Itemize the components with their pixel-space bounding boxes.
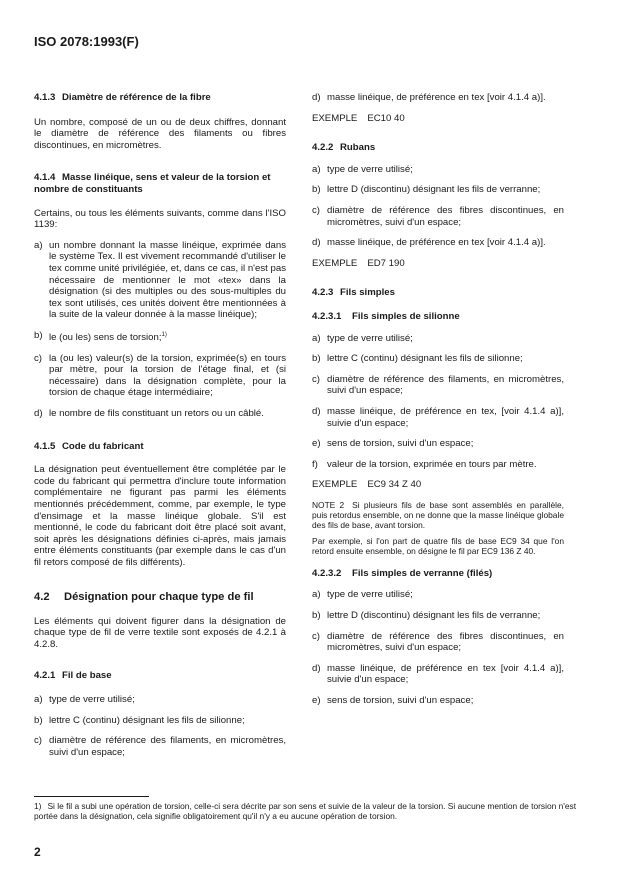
paragraph-4-1-3: Un nombre, composé de un ou de deux chiffres, donnant le diamètre de référence des filaments ou fibres discontinues, en micromètres.: [34, 116, 286, 151]
list-item: a) type de verre utilisé;: [312, 589, 413, 601]
paragraph-4-2: Les éléments qui doivent figurer dans la désignation de chaque type de fil de verre textile sont exposés de 4.2.1 à 4.2.8.: [34, 615, 286, 650]
heading-4-2-1: 4.2.1 Fil de base: [34, 670, 112, 682]
list-item: d) le nombre de fils constituant un retors ou un câblé.: [34, 408, 264, 420]
list-item: c) diamètre de référence des filaments, en micromètres, suivi d'un espace;: [34, 735, 286, 758]
heading-4-1-3: 4.1.3 Diamètre de référence de la fibre: [34, 92, 211, 103]
list-item: b) lettre D (discontinu) désignant les fils de verranne;: [312, 184, 541, 196]
footnote-divider: [34, 796, 149, 797]
list-item: a) type de verre utilisé;: [34, 693, 135, 705]
paragraph-4-1-5: La désignation peut éventuellement être complétée par le code du fabricant qui permettra d'inclure toute information complémentaire ne figurant pas parmi les éléments mentionnés précédemment, comme, par exemple, le type d'ensimage et la masse linéique globale. S'il est mentionné, le code du fabricant doit être placé soit avant, soit après les désignations définies ci-après, mais jamais entre éléments constituants (par exemple dans le cas d'un fil retors composé de fils différents).: [34, 464, 286, 568]
list-item: d) masse linéique, de préférence en tex [voir 4.1.4 a)], suivie d'un espace;: [312, 662, 564, 686]
note: NOTE 2 Si plusieurs fils de base sont assemblés en parallèle, puis retordus ensemble, on ne donne que la masse linéique globale des fils de base, avant torsion.: [312, 499, 564, 530]
list-item: c) la (ou les) valeur(s) de la torsion, exprimée(s) en tours par mètre, pour la torsion de l'étage final, et (si nécessaire) dans la désignation complète, pour la torsion de chaque étage intermédiaire;: [34, 352, 286, 399]
footnote-ref: 1): [161, 331, 167, 338]
heading-4-1-4: 4.1.4 Masse linéique, sens et valeur de la torsion et nombre de constituants: [34, 172, 271, 195]
example: EXEMPLE ED7 190: [312, 257, 405, 269]
list-item: b) lettre D (discontinu) désignant les fils de verranne;: [312, 610, 541, 622]
example: EXEMPLE EC9 34 Z 40: [312, 479, 422, 491]
heading-4-2: 4.2 Désignation pour chaque type de fil: [34, 590, 254, 603]
page-number: 2: [34, 845, 41, 859]
heading-4-2-2: 4.2.2 Rubans: [312, 142, 376, 154]
list-item: b) lettre C (continu) désignant les fils de silionne;: [312, 353, 523, 365]
list-item: b) le (ou les) sens de torsion;$^{1)}$: [34, 329, 167, 344]
note-continuation: Par exemple, si l'on part de quatre fils de base EC9 34 que l'on retord ensuite ensemble, on désigne le fil par EC9 136 Z 40.: [312, 535, 564, 556]
page-header: ISO 2078:1993(F): [34, 34, 139, 49]
list-item: c) diamètre de référence des fibres discontinues, en micromètres, suivi d'un espace;: [312, 204, 564, 228]
footnote: 1) Si le fil a subi une opération de torsion, celle-ci sera décrite par son sens et suivie de la valeur de la torsion. Si aucune mention de torsion n'est portée dans la désignation, cela signifie obligatoirement qu'il n'y a eu aucune opération de torsion.: [34, 801, 577, 822]
list-item: a) type de verre utilisé;: [312, 163, 413, 175]
heading-4-2-3-1: 4.2.3.1 Fils simples de silionne: [312, 310, 460, 322]
list-item: f) valeur de la torsion, exprimée en tours par mètre.: [312, 458, 537, 470]
heading-4-2-3-2: 4.2.3.2 Fils simples de verranne (filés): [312, 567, 493, 579]
right-column: [312, 92, 564, 707]
list-item: b) lettre C (continu) désignant les fils de silionne;: [34, 714, 245, 726]
list-item: c) diamètre de référence des fibres discontinues, en micromètres, suivi d'un espace;: [312, 630, 564, 654]
list-item: c) diamètre de référence des filaments, en micromètres, suivi d'un espace;: [312, 373, 564, 397]
heading-4-2-3: 4.2.3 Fils simples: [312, 287, 395, 299]
list-item: e) sens de torsion, suivi d'un espace;: [312, 438, 474, 450]
example: EXEMPLE EC10 40: [312, 112, 405, 124]
heading-4-1-5: 4.1.5 Code du fabricant: [34, 440, 144, 452]
list-item: e) sens de torsion, suivi d'un espace;: [312, 695, 474, 707]
paragraph-4-1-4-intro: Certains, ou tous les éléments suivants, comme dans l'ISO 1139:: [34, 207, 286, 231]
list-item: d) masse linéique, de préférence en tex [voir 4.1.4 a)].: [312, 237, 546, 249]
left-column: [34, 92, 286, 758]
list-item: d) masse linéique, de préférence en tex, [voir 4.1.4 a)], suivie d'un espace;: [312, 405, 564, 429]
list-item: d) masse linéique, de préférence en tex [voir 4.1.4 a)].: [312, 92, 546, 103]
list-item: a) un nombre donnant la masse linéique, exprimée dans le système Tex. Il est vivement recommandé d'utiliser le tex comme unité privilégiée, et, dans ce cas, il n'est pas nécessaire de mentionner le mot «tex» dans la désignation (si des multiples ou des sous-multiples du tex sont utilisés, ces unités doivent être mentionnées à la suite de la valeur donnée à la masse linéique);: [34, 239, 286, 321]
list-item: a) type de verre utilisé;: [312, 332, 413, 344]
